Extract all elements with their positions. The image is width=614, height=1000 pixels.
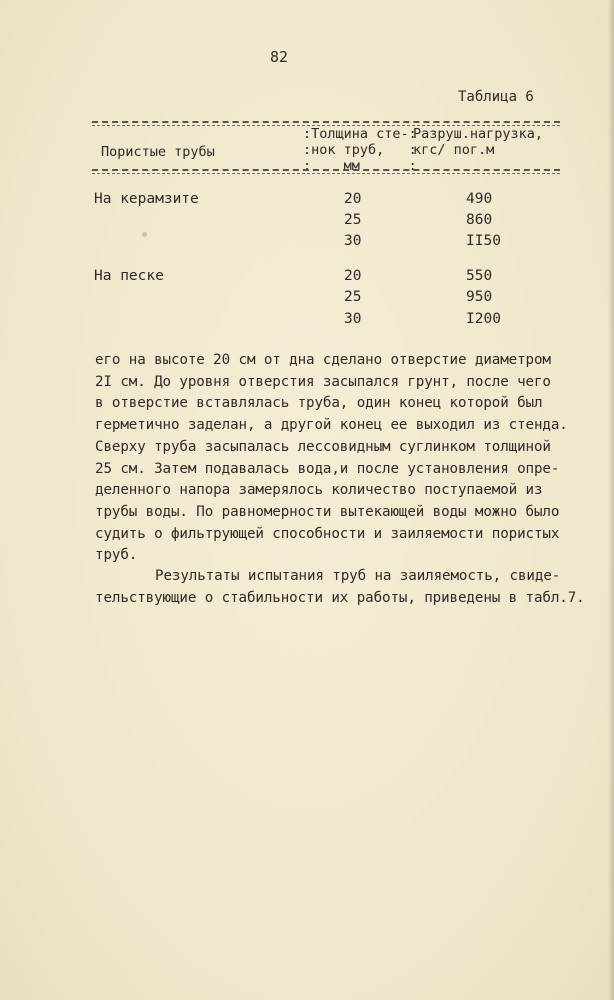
table-cell-load: I200 xyxy=(466,311,501,327)
table-group-name: На песке xyxy=(94,268,164,284)
table-cell-load: 950 xyxy=(466,289,493,305)
text-line: 25 см. Затем подавалась вода,и после установления опре- xyxy=(95,460,560,477)
table-cell-thickness: 20 xyxy=(344,268,362,284)
text-line: Результаты испытания труб на заиляемость, свиде- xyxy=(155,568,561,584)
table-cell-thickness: 30 xyxy=(344,311,362,327)
table-cell-thickness: 20 xyxy=(344,191,362,207)
table-group-name: На керамзите xyxy=(94,191,199,207)
table-caption: Таблица 6 xyxy=(458,89,534,105)
table-header-rule xyxy=(92,169,560,171)
table-cell-thickness: 25 xyxy=(344,212,362,228)
table-cell-thickness: 30 xyxy=(344,233,362,249)
table-cell-load: 550 xyxy=(466,268,493,284)
page-number: 82 xyxy=(270,48,289,66)
text-line: судить о фильтрующей способности и заиляемости пористых xyxy=(95,525,560,542)
table-cell-thickness: 25 xyxy=(344,289,362,305)
text-line: тельствующие о стабильности их работы, приведены в табл.7. xyxy=(95,589,585,606)
text-line: 2I см. До уровня отверстия засыпался грунт, после чего xyxy=(95,373,551,390)
body-paragraph xyxy=(95,566,614,609)
text-line: трубы воды. По равномерности вытекающей воды можно было xyxy=(95,503,560,520)
text-line: его на высоте 20 см от дна сделано отверстие диаметром xyxy=(95,352,551,368)
text-line: труб. xyxy=(95,547,138,564)
table-cell-load: 490 xyxy=(466,191,493,207)
text-line: Сверху труба засыпалась лессовидным суглинком толщиной xyxy=(95,438,551,455)
table-cell-load: II50 xyxy=(466,233,501,249)
table-header-breaking-load: Разруш.нагрузка, кгс/ пог.м xyxy=(413,126,544,158)
table-cell-load: 860 xyxy=(466,212,493,228)
table-header-pipes: Пористые трубы xyxy=(101,144,215,160)
text-line: в отверстие вставлялась труба, один конец которой был xyxy=(95,395,543,412)
text-line: деленного напора замерялось количество поступаемой из xyxy=(95,482,543,499)
text-line: герметично заделан, а другой конец ее выходил из стенда. xyxy=(95,417,568,434)
table-header-wall-thickness: :Толщина сте-: :нок труб, : : мм : xyxy=(303,126,417,174)
body-paragraph xyxy=(95,350,614,567)
paper-stain xyxy=(142,232,147,237)
table-top-rule xyxy=(92,121,560,123)
table-header-rule-inner xyxy=(92,173,560,174)
